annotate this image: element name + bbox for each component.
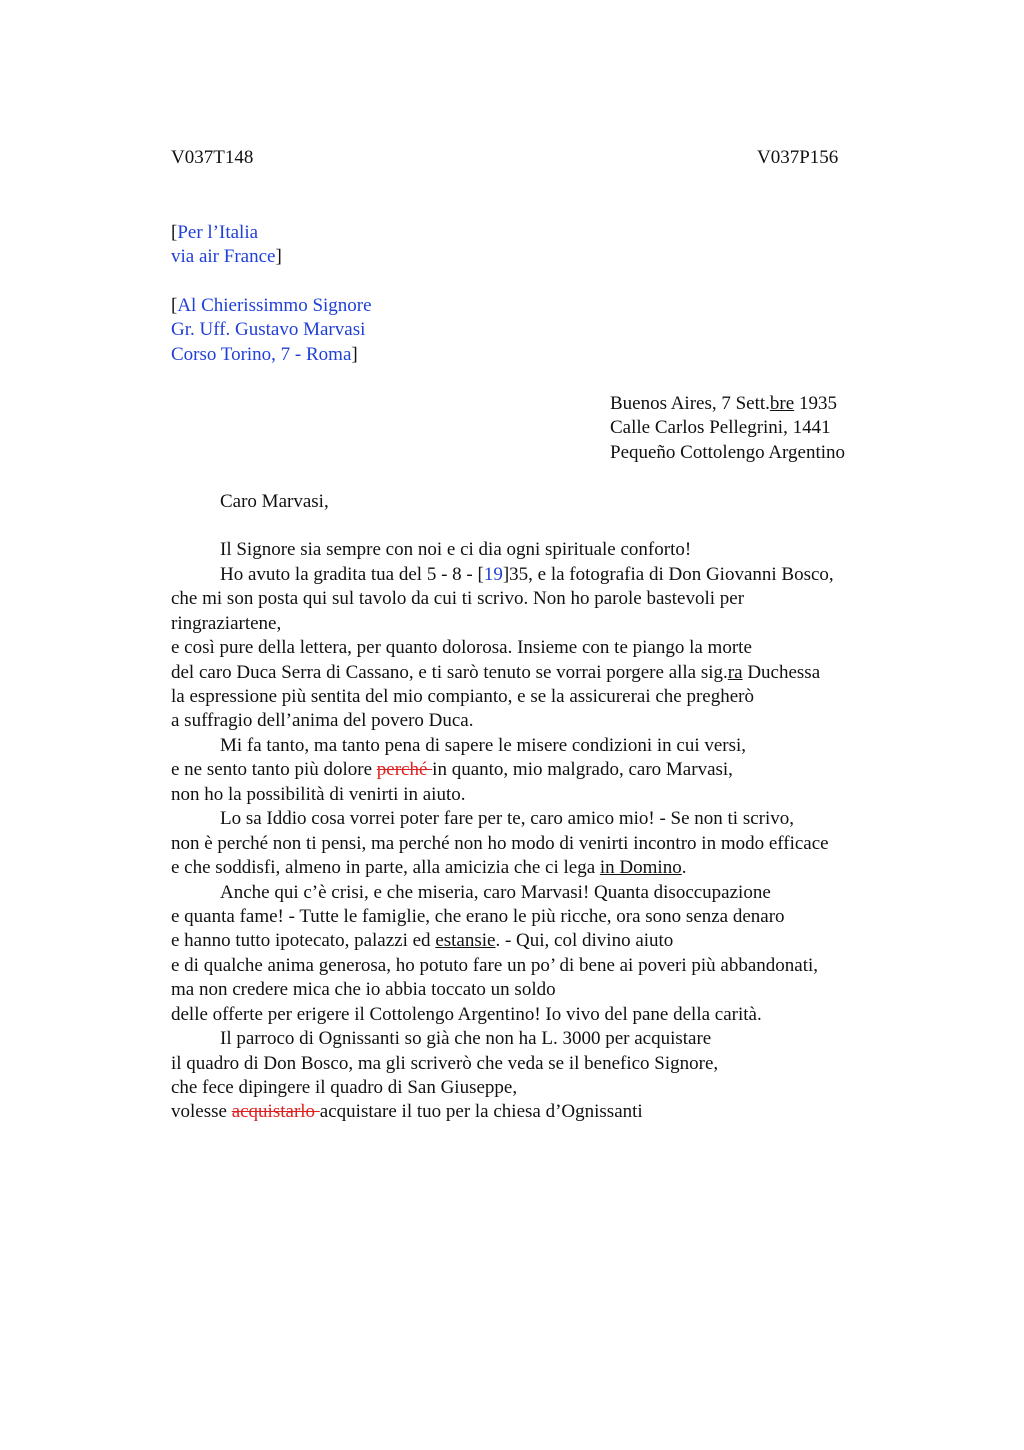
address-text-3: Corso Torino, 7 - Roma [171,344,352,365]
body-line: che fece dipingere il quadro di San Giuseppe, [171,1077,518,1098]
body-line: il quadro di Don Bosco, ma gli scriverò che veda se il benefico Signore, [171,1053,719,1074]
address-text-1: Al Chierissimmo Signore [177,295,372,316]
body-text: Ho avuto la gradita tua del 5 - 8 - [ [220,564,484,585]
body-line: Anche qui c’è crisi, e che miseria, caro Marvasi! Quanta disoccupazione [220,882,771,903]
body-line: Lo sa Iddio cosa vorrei poter fare per te, caro amico mio! - Se non ti scrivo, [220,808,795,829]
sender-date-year: 1935 [794,393,837,414]
body-line [171,1100,643,1124]
sender-date-pre: Buenos Aires, 7 Sett. [610,393,770,414]
transmission-line-2: via air France] [171,246,282,267]
address-text-2: Gr. Uff. Gustavo Marvasi [171,319,366,340]
deleted-word: perché [376,759,433,780]
body-line: non è perché non ti pensi, ma perché non ho modo di venirti incontro in modo efficace [171,833,829,854]
body-text: in quanto, mio malgrado, caro Marvasi, [432,759,733,780]
transmission-text-1: Per l’Italia [177,222,259,243]
body-text: . [681,857,687,878]
body-text: . - Qui, col divino aiuto [495,930,674,951]
body-line: Mi fa tanto, ma tanto pena di sapere le misere condizioni in cui versi, [220,735,747,756]
body-line [171,758,733,782]
body-line [171,856,686,880]
body-text: e ne sento tanto più dolore [171,759,377,780]
sender-date-abbrev: bre [769,393,795,414]
body-text: acquistare il tuo per la chiesa d’Ognissanti [319,1101,643,1122]
body-line: la espressione più sentita del mio compianto, e se la assicurerai che pregherò [171,686,754,707]
underlined-word: estansie [435,930,496,951]
sender-institution-line: Pequeño Cottolengo Argentino [610,442,846,463]
body-line [171,929,673,953]
body-line: ma non credere mica che io abbia toccato un soldo [171,979,556,1000]
body-line: Il parroco di Ognissanti so già che non ha L. 3000 per acquistare [220,1028,712,1049]
sender-street-line: Calle Carlos Pellegrini, 1441 [610,417,831,438]
body-line: che mi son posta qui sul tavolo da cui ti scrivo. Non ho parole bastevoli per [171,588,745,609]
body-line [220,563,834,587]
sender-date-line [610,392,837,416]
body-line: delle offerte per erigere il Cottolengo Argentino! Io vivo del pane della carità. [171,1004,762,1025]
body-text: e hanno tutto ipotecato, palazzi ed [171,930,436,951]
body-line: ringraziartene, [171,613,282,634]
body-text: del caro Duca Serra di Cassano, e ti sarò tenuto se vorrai porgere alla sig. [171,662,728,683]
transmission-line-1: [Per l’Italia [171,222,259,243]
deleted-word: acquistarlo [231,1101,320,1122]
salutation: Caro Marvasi, [220,491,329,512]
underlined-phrase: in Domino [599,857,682,878]
address-line-3: Corso Torino, 7 - Roma] [171,344,358,365]
body-line: non ho la possibilità di venirti in aiuto. [171,784,466,805]
body-line [171,661,820,685]
document-code-right: V037P156 [757,147,839,168]
document-code-left: V037T148 [171,147,254,168]
editorial-insertion: 19 [483,564,503,585]
transmission-text-2: via air France [171,246,276,267]
body-text: volesse [171,1101,232,1122]
address-line-1: [Al Chierissimmo Signore [171,295,372,316]
body-line: e così pure della lettera, per quanto dolorosa. Insieme con te piango la morte [171,637,752,658]
address-line-2 [171,318,365,342]
body-line: e quanta fame! - Tutte le famiglie, che erano le più ricche, ora sono senza denaro [171,906,785,927]
body-text: e che soddisfi, almeno in parte, alla amicizia che ci lega [171,857,600,878]
body-text: Duchessa [742,662,821,683]
body-text: ]35, e la fotografia di Don Giovanni Bosco, [502,564,834,585]
body-line: Il Signore sia sempre con noi e ci dia ogni spirituale conforto! [220,539,692,560]
underlined-abbrev: ra [727,662,743,683]
body-line: a suffragio dell’anima del povero Duca. [171,710,474,731]
body-line: e di qualche anima generosa, ho potuto fare un po’ di bene ai poveri più abbandonati, [171,955,819,976]
